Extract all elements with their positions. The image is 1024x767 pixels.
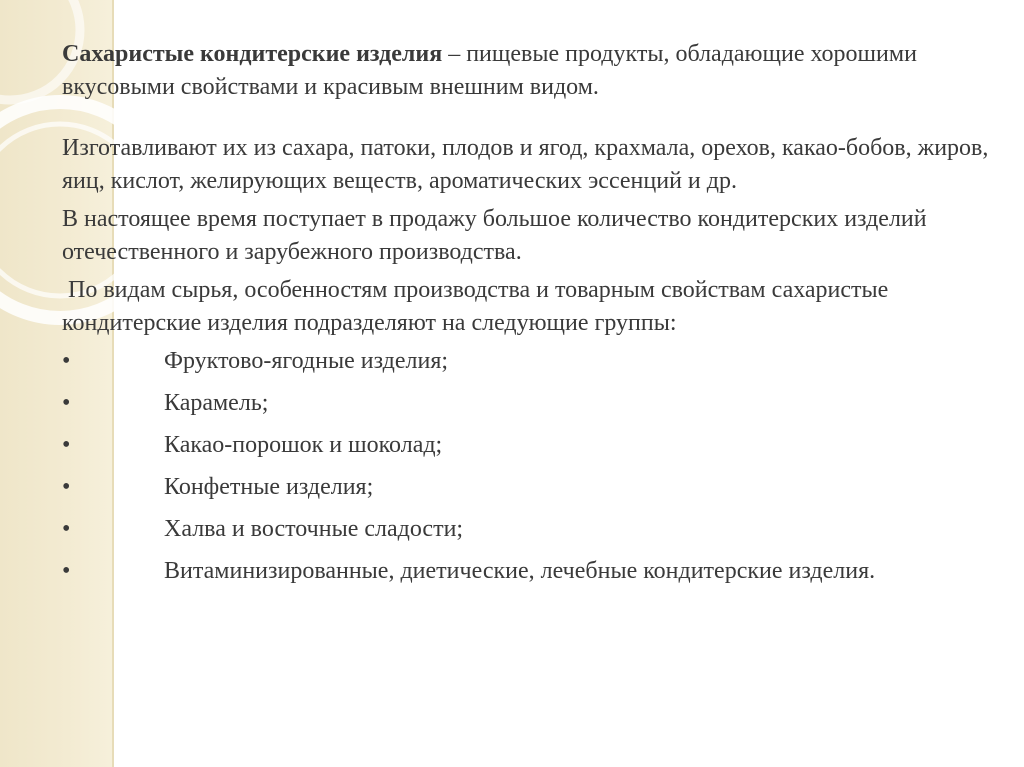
group-label: Витаминизированные, диетические, лечебные кондитерские изделия. [164, 558, 876, 584]
group-label: Конфетные изделия; [164, 474, 374, 500]
group-label: Карамель; [164, 390, 269, 416]
group-item-6 [62, 555, 1002, 588]
group-item-2 [62, 387, 1002, 420]
bullet-marker: • [62, 516, 71, 542]
bullet-marker: • [62, 432, 71, 458]
group-item-4 [62, 471, 1002, 504]
group-label: Халва и восточные сладости; [164, 516, 464, 542]
intro-paragraph [62, 38, 1002, 104]
group-item-1 [62, 345, 1002, 378]
bullet-marker: • [62, 474, 71, 500]
classification-paragraph: По видам сырья, особенностям производства и товарным свойствам сахаристые кондитерские изделия подразделяют на следующие группы: [62, 277, 895, 336]
bullet-marker: • [62, 558, 71, 584]
bullet-marker: • [62, 390, 71, 416]
group-item-3 [62, 429, 1002, 462]
slide-content [62, 38, 1002, 597]
bullet-marker: • [62, 348, 71, 374]
intro-term: Сахаристые кондитерские изделия [62, 41, 443, 67]
group-label: Фруктово-ягодные изделия; [164, 348, 449, 374]
ingredients-paragraph: Изготавливают их из сахара, патоки, плодов и ягод, крахмала, орехов, какао-бобов, жиров, яиц, кислот, желирующих веществ, ароматических эссенций и др. [62, 135, 989, 194]
intro-definition: – пищевые продукты, обладающие хорошими вкусовыми свойствами и красивым внешним видом. [62, 41, 917, 100]
group-label: Какао-порошок и шоколад; [164, 432, 443, 458]
market-paragraph: В настоящее время поступает в продажу большое количество кондитерских изделий отечественного и зарубежного производства. [62, 206, 927, 265]
group-item-5 [62, 513, 1002, 546]
